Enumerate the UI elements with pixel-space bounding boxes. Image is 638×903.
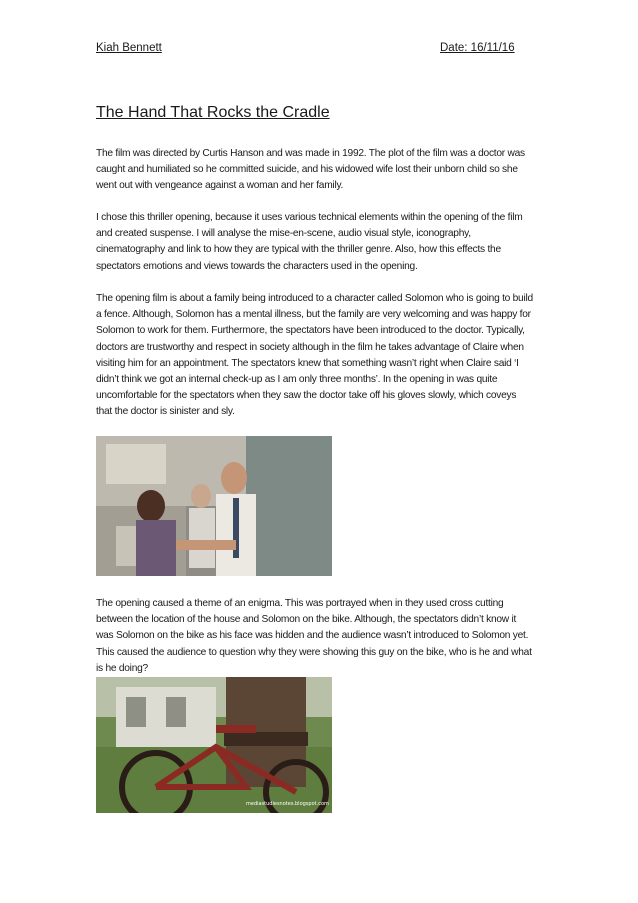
paragraph-enigma: The opening caused a theme of an enigma. This was portrayed when in they used cross cutting between the location of the house and Solomon on the bike. Although, the spectators didn’t know it was Solomon on the bike as his face was hidden and the audience wasn’t introduced to Solomon yet. This caused the audience to question why they were showing this guy on the bike, who is he and what is he doing? xyxy=(96,598,532,674)
paragraph-intro: The film was directed by Curtis Hanson and was made in 1992. The plot of the film was a doctor was caught and humiliated so he committed suicide, and his widowed wife lost their unborn child so she went out with vengeance against a woman and her family. xyxy=(96,148,525,192)
paragraph-choice: I chose this thriller opening, because it uses various technical elements within the opening of the film and created suspense. I will analyse the mise-en-scene, audio visual style, iconography, cinematography and link to how they are typical with the thriller genre. Also, how this effects the spectators emotions and views towards the characters used in the opening. xyxy=(96,212,523,272)
paragraph-opening: The opening film is about a family being introduced to a character called Solomon who is going to build a fence. Although, Solomon has a mental illness, but the family are very welcoming and was happy for Solomon to work for them. Furthermore, the spectators have been introduced to the doctor. Typically, doctors are trustworthy and respect in society although in the film he takes advantage of Claire when visiting him for an appointment. The spectators knew that something wasn’t right when Claire said ‘I didn’t think we got an internal check-up as I am only three months’. In the opening in was quite uncomfortable for the spectators when they saw the doctor take off his gloves slowly, which coveys that the doctor is sinister and sly. xyxy=(96,293,533,418)
header-author: Kiah Bennett xyxy=(96,42,162,54)
still-watermark: mediastudiesnotes.blogspot.com xyxy=(246,801,329,807)
document-title: The Hand That Rocks the Cradle xyxy=(96,104,330,121)
film-still-bike xyxy=(96,677,332,813)
film-still-doctor-office xyxy=(96,436,332,576)
header-date: Date: 16/11/16 xyxy=(440,42,515,54)
